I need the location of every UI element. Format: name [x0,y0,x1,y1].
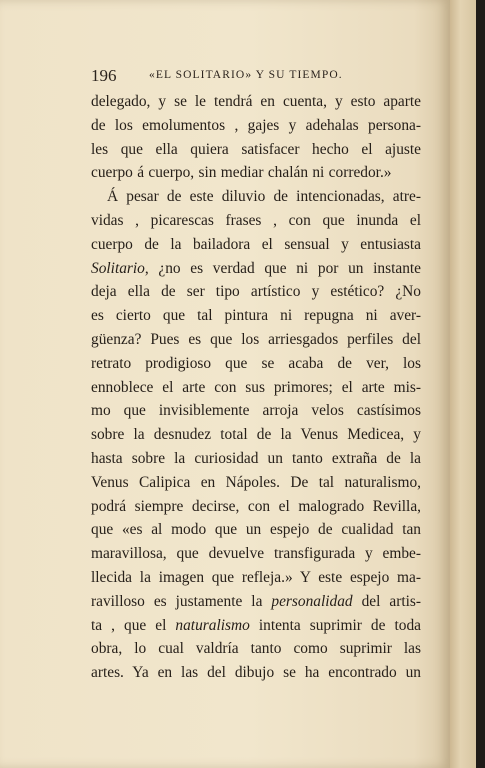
text-segment: del artis- [352,592,421,610]
text-segment: cuerpo de la bailadora el sensual y entusiasta [91,235,421,253]
text-line [91,280,421,304]
text-line [91,471,421,495]
text-segment: les que ella quiera satisfacer hecho el ajuste [91,140,421,158]
text-segment: mo que invisiblemente arroja velos castísimos [91,402,421,420]
text-line [91,114,421,138]
text-segment: ennoblece el arte con sus primores; el arte mis- [91,378,421,396]
page-header [91,66,421,86]
text-line [91,90,421,114]
text-line [91,518,421,542]
text-segment: intenta suprimir de toda [249,616,421,634]
text-line [91,257,421,281]
body-text [91,90,421,685]
italic-text: naturalismo [175,616,250,634]
text-segment: vidas , picarescas frases , con que inunda el [91,211,421,229]
next-page-edge [450,0,476,768]
text-segment: cuerpo á cuerpo, sin mediar chalán ni corredor.» [91,164,392,182]
text-line [91,614,421,638]
text-line [91,161,421,185]
running-title: «EL SOLITARIO» Y SU TIEMPO. [149,69,343,81]
text-line [91,138,421,162]
text-segment: maravillosa, que devuelve transfigurada y embe- [91,545,421,563]
text-segment: que «es al modo que un espejo de cualidad tan [91,521,421,539]
text-line [91,233,421,257]
text-line [91,423,421,447]
text-line [91,637,421,661]
text-segment: llecida la imagen que refleja.» Y este espejo ma- [91,568,421,586]
text-line [91,661,421,685]
italic-text: Solitario [91,259,145,277]
text-line [91,304,421,328]
text-line [91,495,421,519]
text-line [91,209,421,233]
text-line [91,328,421,352]
text-segment: ravilloso es justamente la [91,592,272,610]
text-segment: Venus Calipica en Nápoles. De tal naturalismo, [91,473,421,491]
text-segment: artes. Ya en las del dibujo se ha encontrado un [91,664,421,682]
text-segment: delegado, y se le tendrá en cuenta, y esto aparte [91,93,421,110]
text-line [91,352,421,376]
text-line [91,447,421,471]
text-segment: obra, lo cual valdría tanto como suprimir las [91,640,421,658]
text-segment: retrato prodigioso que se acaba de ver, los [91,354,421,372]
text-segment: güenza? Pues es que los arriesgados perfiles del [91,330,421,348]
text-line [91,542,421,566]
text-segment: podrá siempre decirse, con el malogrado Revilla, [91,497,421,515]
text-line [91,566,421,590]
text-segment: de los emolumentos , gajes y adehalas persona- [91,116,421,134]
text-line [91,376,421,400]
text-segment: ta , que el [91,616,176,634]
text-segment: es cierto que tal pintura ni repugna ni aver- [91,307,421,325]
text-line [91,399,421,423]
text-segment: sobre la desnudez total de la Venus Medicea, y [91,426,421,444]
italic-text: personalidad [271,592,353,610]
text-line [91,185,421,209]
text-segment: Á pesar de este diluvio de intencionadas, atre- [107,188,421,206]
page-number: 196 [91,66,117,85]
text-segment: deja ella de ser tipo artístico y estético? ¿No [91,283,421,301]
text-segment: , ¿no es verdad que ni por un instante [144,259,421,277]
text-line [91,590,421,614]
text-segment: hasta sobre la curiosidad un tanto extraña de la [91,449,421,467]
book-cover-edge [476,0,485,768]
